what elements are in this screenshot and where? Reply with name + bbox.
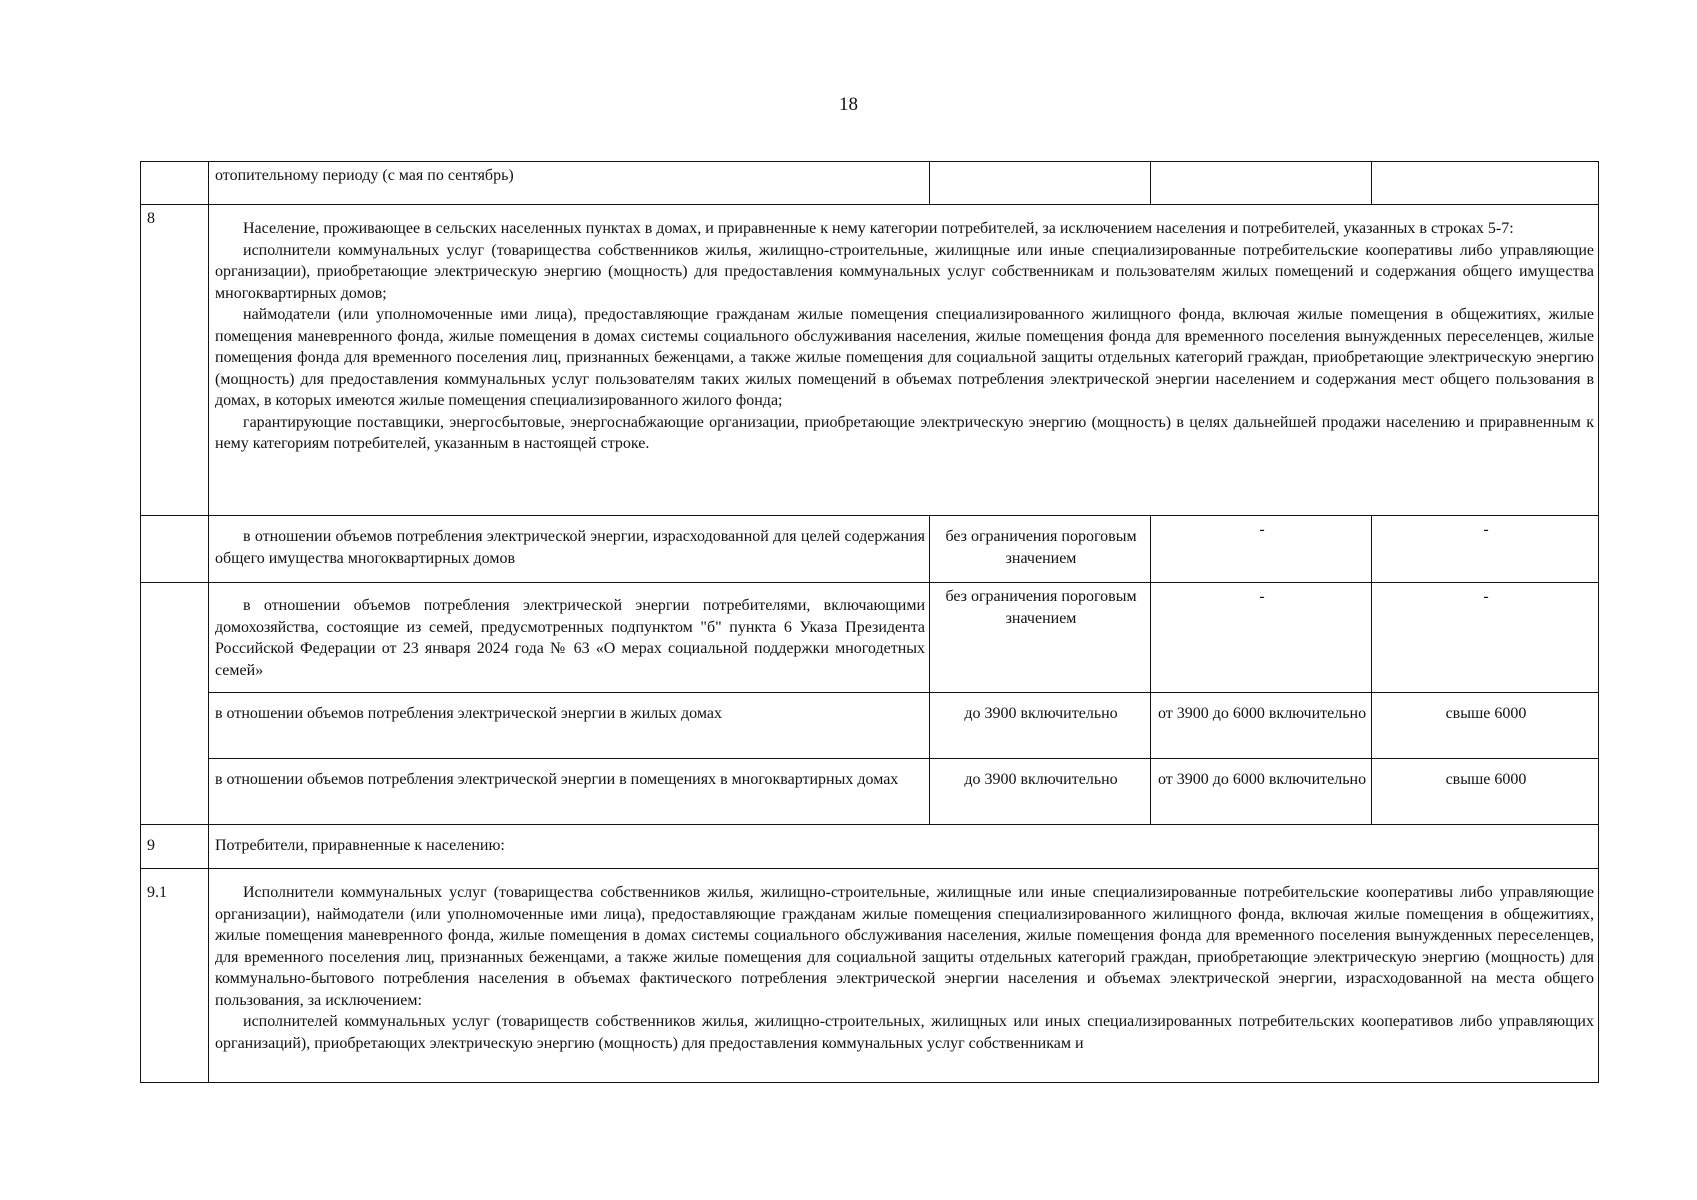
paragraph: гарантирующие поставщики, энергосбытовые, энергоснабжающие организации, приобретающие электрическую энергию (мощность) в целях дальнейшей продажи населению и приравненным к нему категориям потребителей, указанным в настоящей строке. <box>215 413 1594 452</box>
row-description: в отношении объемов потребления электрической энергии, израсходованной для целей содержания общего имущества многоквартирных домов <box>209 516 930 583</box>
threshold-cell-2 <box>1151 162 1372 205</box>
row-number-cell <box>141 583 209 825</box>
threshold-cell-3: - <box>1372 583 1599 693</box>
threshold-cell-1 <box>930 162 1151 205</box>
threshold-cell-1: без ограничения пороговым значением <box>930 516 1151 583</box>
row-number: 8 <box>141 205 209 516</box>
threshold-cell-1: без ограничения пороговым значением <box>930 583 1151 693</box>
threshold-cell-2: - <box>1151 583 1372 693</box>
page-number: 18 <box>839 94 858 115</box>
row-number: 9.1 <box>141 869 209 1083</box>
paragraph: наймодатели (или уполномоченные ими лица), предоставляющие гражданам жилые помещения специализированного жилищного фонда, включая жилые помещения в общежитиях, жилые помещения маневренного фонда, жилые помещения в домах системы социального обслуживания населения, жилые помещения фонда для временного поселения вынужденных переселенцев, жилые помещения фонда для временного поселения лиц, признанных беженцами, а также жилые помещения для социальной защиты отдельных категорий граждан, приобретающие электрическую энергию (мощность) для предоставления коммунальных услуг пользователям таких жилых помещений в объемах потребления электрической энергии населением и содержания мест общего пользования в домах, в которых имеются жилые помещения специализированного жилого фонда; <box>215 306 1594 409</box>
paragraph: Население, проживающее в сельских населенных пунктах в домах, и приравненные к нему категории потребителей, за исключением населения и потребителей, указанных в строках 5-7: <box>243 220 1514 237</box>
paragraph: Исполнители коммунальных услуг (товарищества собственников жилья, жилищно-строительные, жилищные или иные специализированные потребительские кооперативы либо управляющие организации), наймодатели (или уполномоченные ими лица), предоставляющие гражданам жилые помещения специализированного жилищного фонда, включая жилые помещения в общежитиях, жилые помещения маневренного фонда, жилые помещения в домах системы социального обслуживания населения, жилые помещения фонда для временного поселения вынужденных переселенцев, для временного поселения лиц, признанных беженцами, а также жилые помещения для социальной защиты отдельных категорий граждан, приобретающие электрическую энергию (мощность) для коммунально-бытового потребления населения в объемах фактического потребления электрической энергии населения и объемах электрической энергии, израсходованной на места общего пользования, за исключением: <box>215 884 1594 1009</box>
threshold-cell-2: от 3900 до 6000 включительно <box>1151 693 1372 759</box>
table-row-8 <box>141 205 1599 516</box>
paragraph: исполнители коммунальных услуг (товарищества собственников жилья, жилищно-строительные, жилищные или иные специализированные потребительские кооперативы либо управляющие организации), приобретающие электрическую энергию (мощность) для предоставления коммунальных услуг собственникам и пользователям жилых помещений и содержания общего имущества многоквартирных домов; <box>215 241 1594 302</box>
table-row-9-1 <box>141 869 1599 1083</box>
row-number: 9 <box>141 825 209 869</box>
threshold-cell-3: свыше 6000 <box>1372 693 1599 759</box>
row-number-cell <box>141 516 209 583</box>
threshold-cell-3 <box>1372 162 1599 205</box>
table-row-continuation <box>141 162 1599 205</box>
table-row-8a <box>141 516 1599 583</box>
threshold-cell-1: до 3900 включительно <box>930 693 1151 759</box>
table-row-8b <box>141 583 1599 693</box>
row-description: отопительному периоду (с мая по сентябрь) <box>209 162 930 205</box>
row-number-cell <box>141 162 209 205</box>
row-description: в отношении объемов потребления электрической энергии потребителями, включающими домохозяйства, состоящие из семей, предусмотренных подпунктом "б" пункта 6 Указа Президента Российской Федерации от 23 января 2024 года № 63 «О мерах социальной поддержки многодетных семей» <box>209 583 930 693</box>
row-description: в отношении объемов потребления электрической энергии в жилых домах <box>209 693 930 759</box>
threshold-cell-3: - <box>1372 516 1599 583</box>
row-description: в отношении объемов потребления электрической энергии в помещениях в многоквартирных домах <box>209 759 930 825</box>
paragraph: исполнителей коммунальных услуг (товариществ собственников жилья, жилищно-строительных, жилищных или иных специализированных потребительских кооперативов либо управляющих организаций), приобретающих электрическую энергию (мощность) для предоставления коммунальных услуг собственникам и <box>215 1013 1594 1052</box>
threshold-cell-2: - <box>1151 516 1372 583</box>
row-description <box>209 205 1599 516</box>
tariff-table <box>140 161 1599 1083</box>
threshold-cell-1: до 3900 включительно <box>930 759 1151 825</box>
row-description: Потребители, приравненные к населению: <box>209 825 1599 869</box>
row-description <box>209 869 1599 1083</box>
threshold-cell-3: свыше 6000 <box>1372 759 1599 825</box>
table-row-8c <box>141 693 1599 759</box>
threshold-cell-2: от 3900 до 6000 включительно <box>1151 759 1372 825</box>
table-row-9 <box>141 825 1599 869</box>
table-row-8d <box>141 759 1599 825</box>
